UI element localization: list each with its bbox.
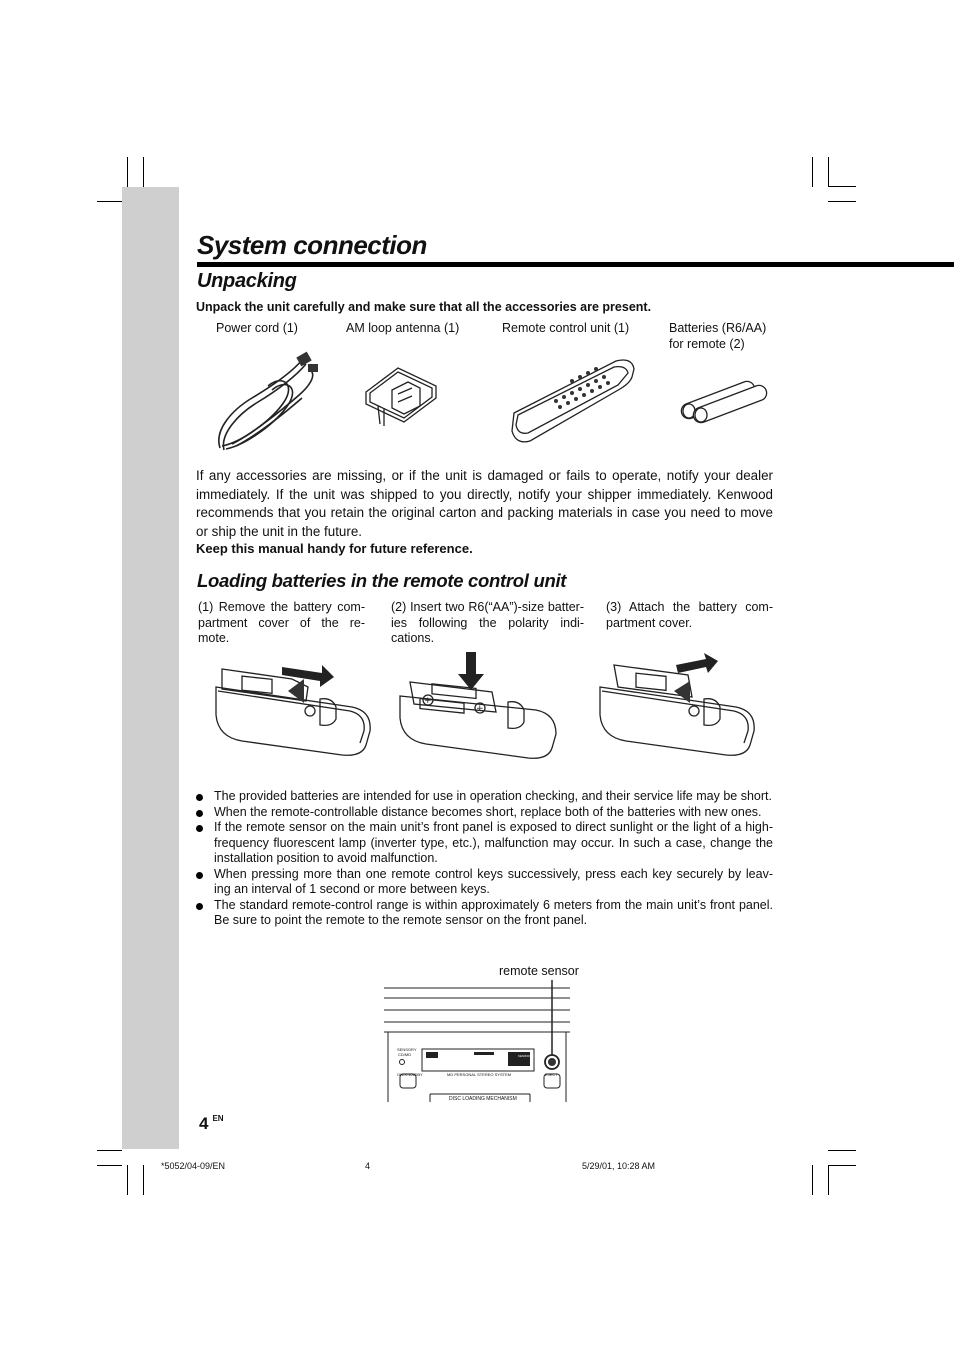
step-number: (3) (606, 600, 622, 614)
crop-mark (812, 157, 813, 187)
list-item: When pressing more than one remote control keys successively, press each key securely by leav- ing an interval of 1 second or more between keys. (196, 867, 773, 898)
crop-mark (143, 1165, 144, 1195)
on-standby-label: ON/STANDBY (397, 1072, 423, 1077)
page-lang: EN (212, 1114, 224, 1123)
footer-date: 5/29/01, 10:28 AM (582, 1161, 656, 1171)
front-panel-illustration (344, 976, 576, 1106)
plus-symbol: + (424, 696, 432, 706)
system-name-label: MD PERSONAL STEREO SYSTEM (447, 1072, 512, 1077)
page-number (199, 1114, 224, 1134)
list-item: When the remote-controllable distance becomes short, replace both of the batteries with new ones. (196, 805, 773, 821)
list-item: The provided batteries are intended for use in operation checking, and their service life may be short. (196, 789, 773, 805)
title-rule (197, 262, 954, 267)
plus-symbol: + (476, 704, 484, 714)
accessory-label-loop-antenna: AM loop antenna (1) (346, 321, 460, 335)
footer-code: *5052/04-09/EN (161, 1161, 226, 1171)
crop-mark (828, 201, 856, 202)
crop-mark (828, 1165, 829, 1195)
disc-loading-label: DISC LOADING MECHANISM (449, 1096, 517, 1102)
step-text: Insert two R6(“AA”)-size batter- ies following the polarity indi- cations. (391, 600, 584, 645)
unpacking-intro: Unpack the unit carefully and make sure that all the accessories are present. (196, 300, 652, 314)
crop-mark (828, 1150, 856, 1151)
accessory-label-remote: Remote control unit (1) (502, 321, 630, 335)
step-2 (391, 600, 584, 647)
cd-md-label: CD/MD (398, 1052, 412, 1057)
page-number-value: 4 (199, 1114, 209, 1133)
sensory-label: SENSORY (397, 1047, 417, 1052)
crop-mark (97, 1165, 122, 1166)
batteries-label-line1: Batteries (R6/AA) (669, 321, 767, 335)
remote-sensor-label: remote sensor (499, 964, 579, 978)
page-title: System connection (197, 230, 427, 260)
crop-mark (127, 1165, 128, 1195)
crop-mark (97, 1150, 122, 1151)
step-3 (606, 600, 773, 631)
list-item: If the remote sensor on the main unit’s front panel is exposed to direct sunlight or the light of a high-frequency fluorescent lamp (inverter type, etc.), malfunction may occur. In such a case, change the installation position to avoid malfunction. (196, 820, 773, 867)
crop-mark (828, 157, 829, 187)
brand-label: KENWOOD (518, 1054, 534, 1058)
notes-list (196, 789, 773, 929)
batteries-icon (676, 378, 766, 420)
step-number: (1) (198, 600, 214, 614)
step-number: (2) (391, 600, 407, 614)
keep-manual-note: Keep this manual handy for future reference. (196, 541, 473, 556)
power-cord-icon (212, 350, 322, 455)
crop-mark (143, 157, 144, 187)
footer-page: 4 (365, 1161, 371, 1171)
batteries-label-line2: for remote (2) (669, 337, 745, 351)
attach-cover-illustration (596, 645, 758, 765)
crop-mark (828, 186, 856, 187)
accessory-label-power-cord: Power cord (1) (216, 321, 298, 335)
list-item: The standard remote-control range is within approximately 6 meters from the main unit’s front panel. Be sure to point the remote to the remote sensor on the front panel. (196, 898, 773, 929)
unpacking-heading: Unpacking (197, 270, 297, 292)
step-1 (198, 600, 365, 647)
remote-control-icon (508, 355, 636, 445)
page-margin-band (122, 187, 179, 1149)
accessory-label-batteries (669, 320, 766, 352)
eject-label: EJECT (545, 1072, 558, 1077)
crop-mark (127, 157, 128, 187)
accessories-paragraph: If any accessories are missing, or if the unit is damaged or fails to operate, notify your dealer immediately. If the unit was shipped to you directly, notify your shipper immediately. Kenwood recommends that you retain the original carton and packing materials in case you need to move or ship the unit in the future. (196, 468, 773, 539)
crop-mark (812, 1165, 813, 1195)
crop-mark (828, 1165, 856, 1166)
loading-heading: Loading batteries in the remote control unit (197, 570, 567, 591)
remove-cover-illustration (212, 645, 374, 765)
loop-antenna-icon (362, 362, 440, 432)
crop-mark (97, 201, 122, 202)
step-text: Attach the battery com- partment cover. (606, 600, 773, 630)
step-text: Remove the battery com- partment cover of the re- mote. (198, 600, 365, 645)
insert-batteries-illustration (396, 650, 560, 766)
